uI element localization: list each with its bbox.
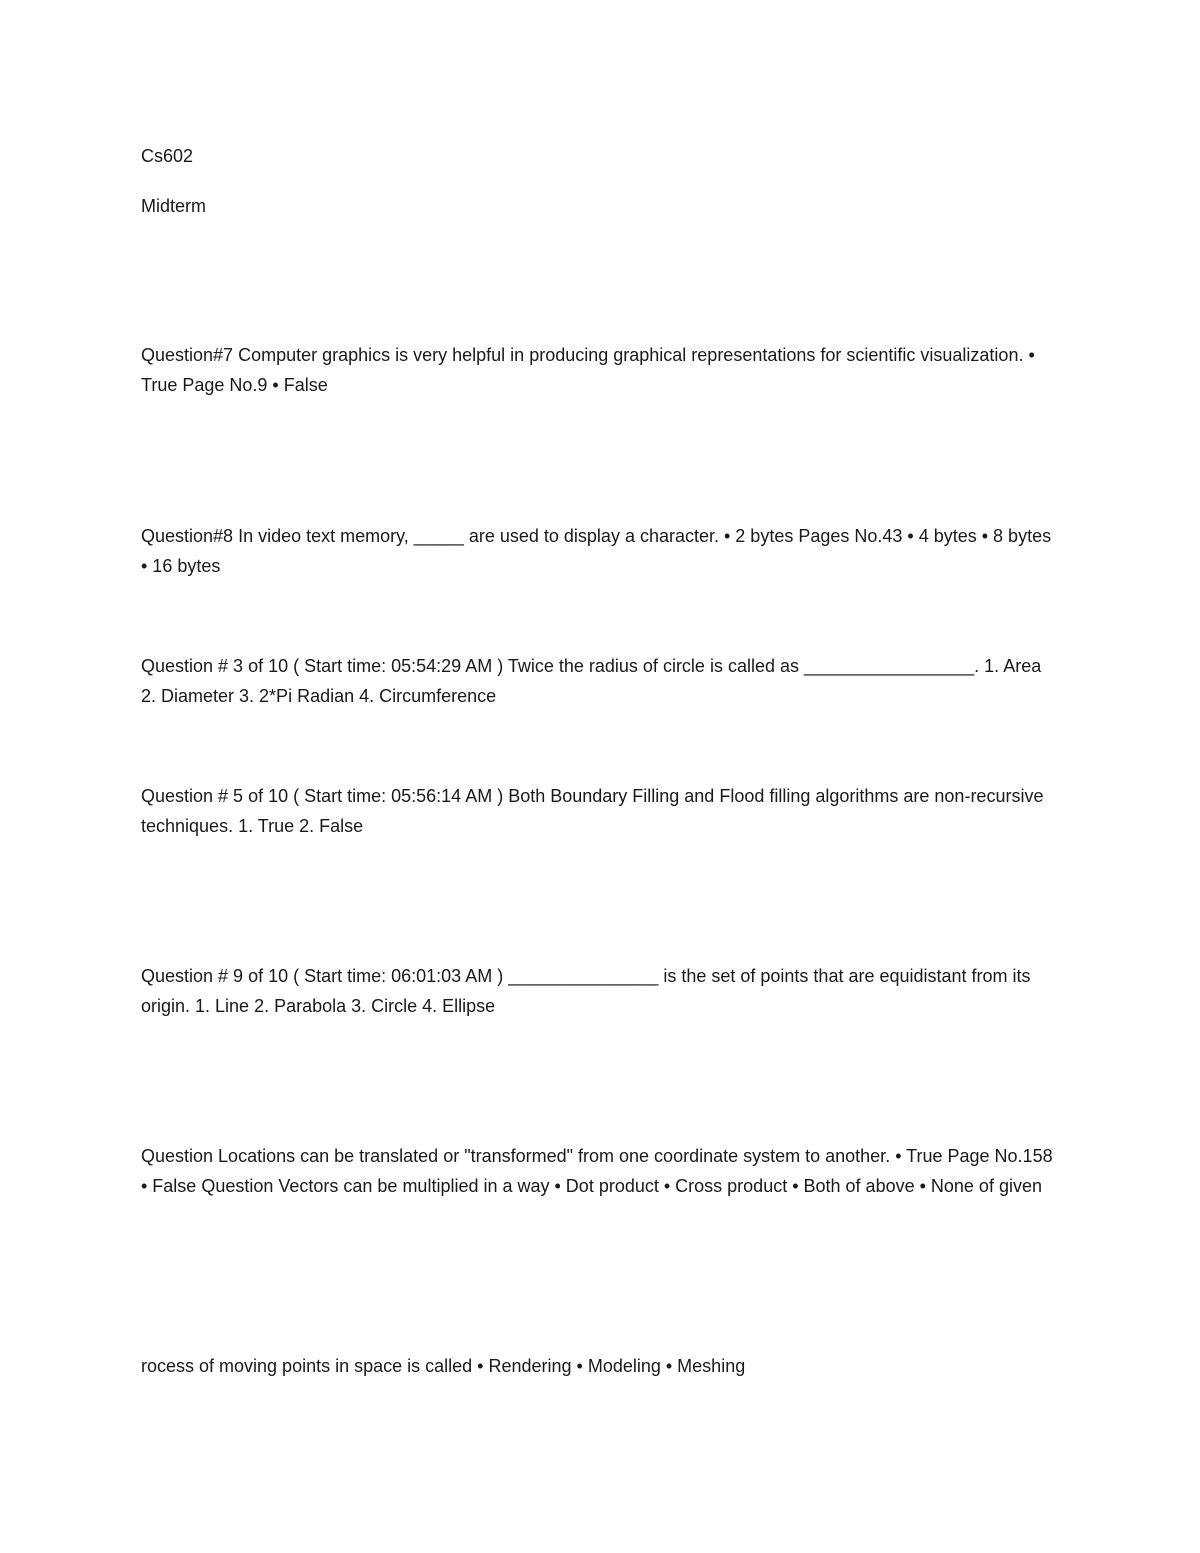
question-paragraph: rocess of moving points in space is called • Rendering • Modeling • Meshing <box>141 1356 746 1376</box>
question-paragraph: Question # 3 of 10 ( Start time: 05:54:29 AM ) Twice the radius of circle is called as _________________. 1. Area 2. Diameter 3. 2*Pi Radian 4. Circumference <box>141 656 1042 706</box>
question-paragraph: Question#7 Computer graphics is very helpful in producing graphical representations for scientific visualization. • True Page No.9 • False <box>141 345 1035 395</box>
exam-title: Midterm <box>141 196 207 216</box>
course-code: Cs602 <box>141 146 194 166</box>
question-paragraph: Question # 9 of 10 ( Start time: 06:01:03 AM ) _______________ is the set of points that are equidistant from its origin. 1. Line 2. Parabola 3. Circle 4. Ellipse <box>141 966 1031 1016</box>
question-paragraph: Question Locations can be translated or "transformed" from one coordinate system to another. • True Page No.158 • False Question Vectors can be multiplied in a way • Dot product • Cross product • Both of above • None of given <box>141 1146 1053 1196</box>
question-paragraph: Question#8 In video text memory, _____ are used to display a character. • 2 bytes Pages No.43 • 4 bytes • 8 bytes • 16 bytes <box>141 526 1052 576</box>
question-paragraph: Question # 5 of 10 ( Start time: 05:56:14 AM ) Both Boundary Filling and Flood filling algorithms are non-recursive techniques. 1. True 2. False <box>141 786 1044 836</box>
